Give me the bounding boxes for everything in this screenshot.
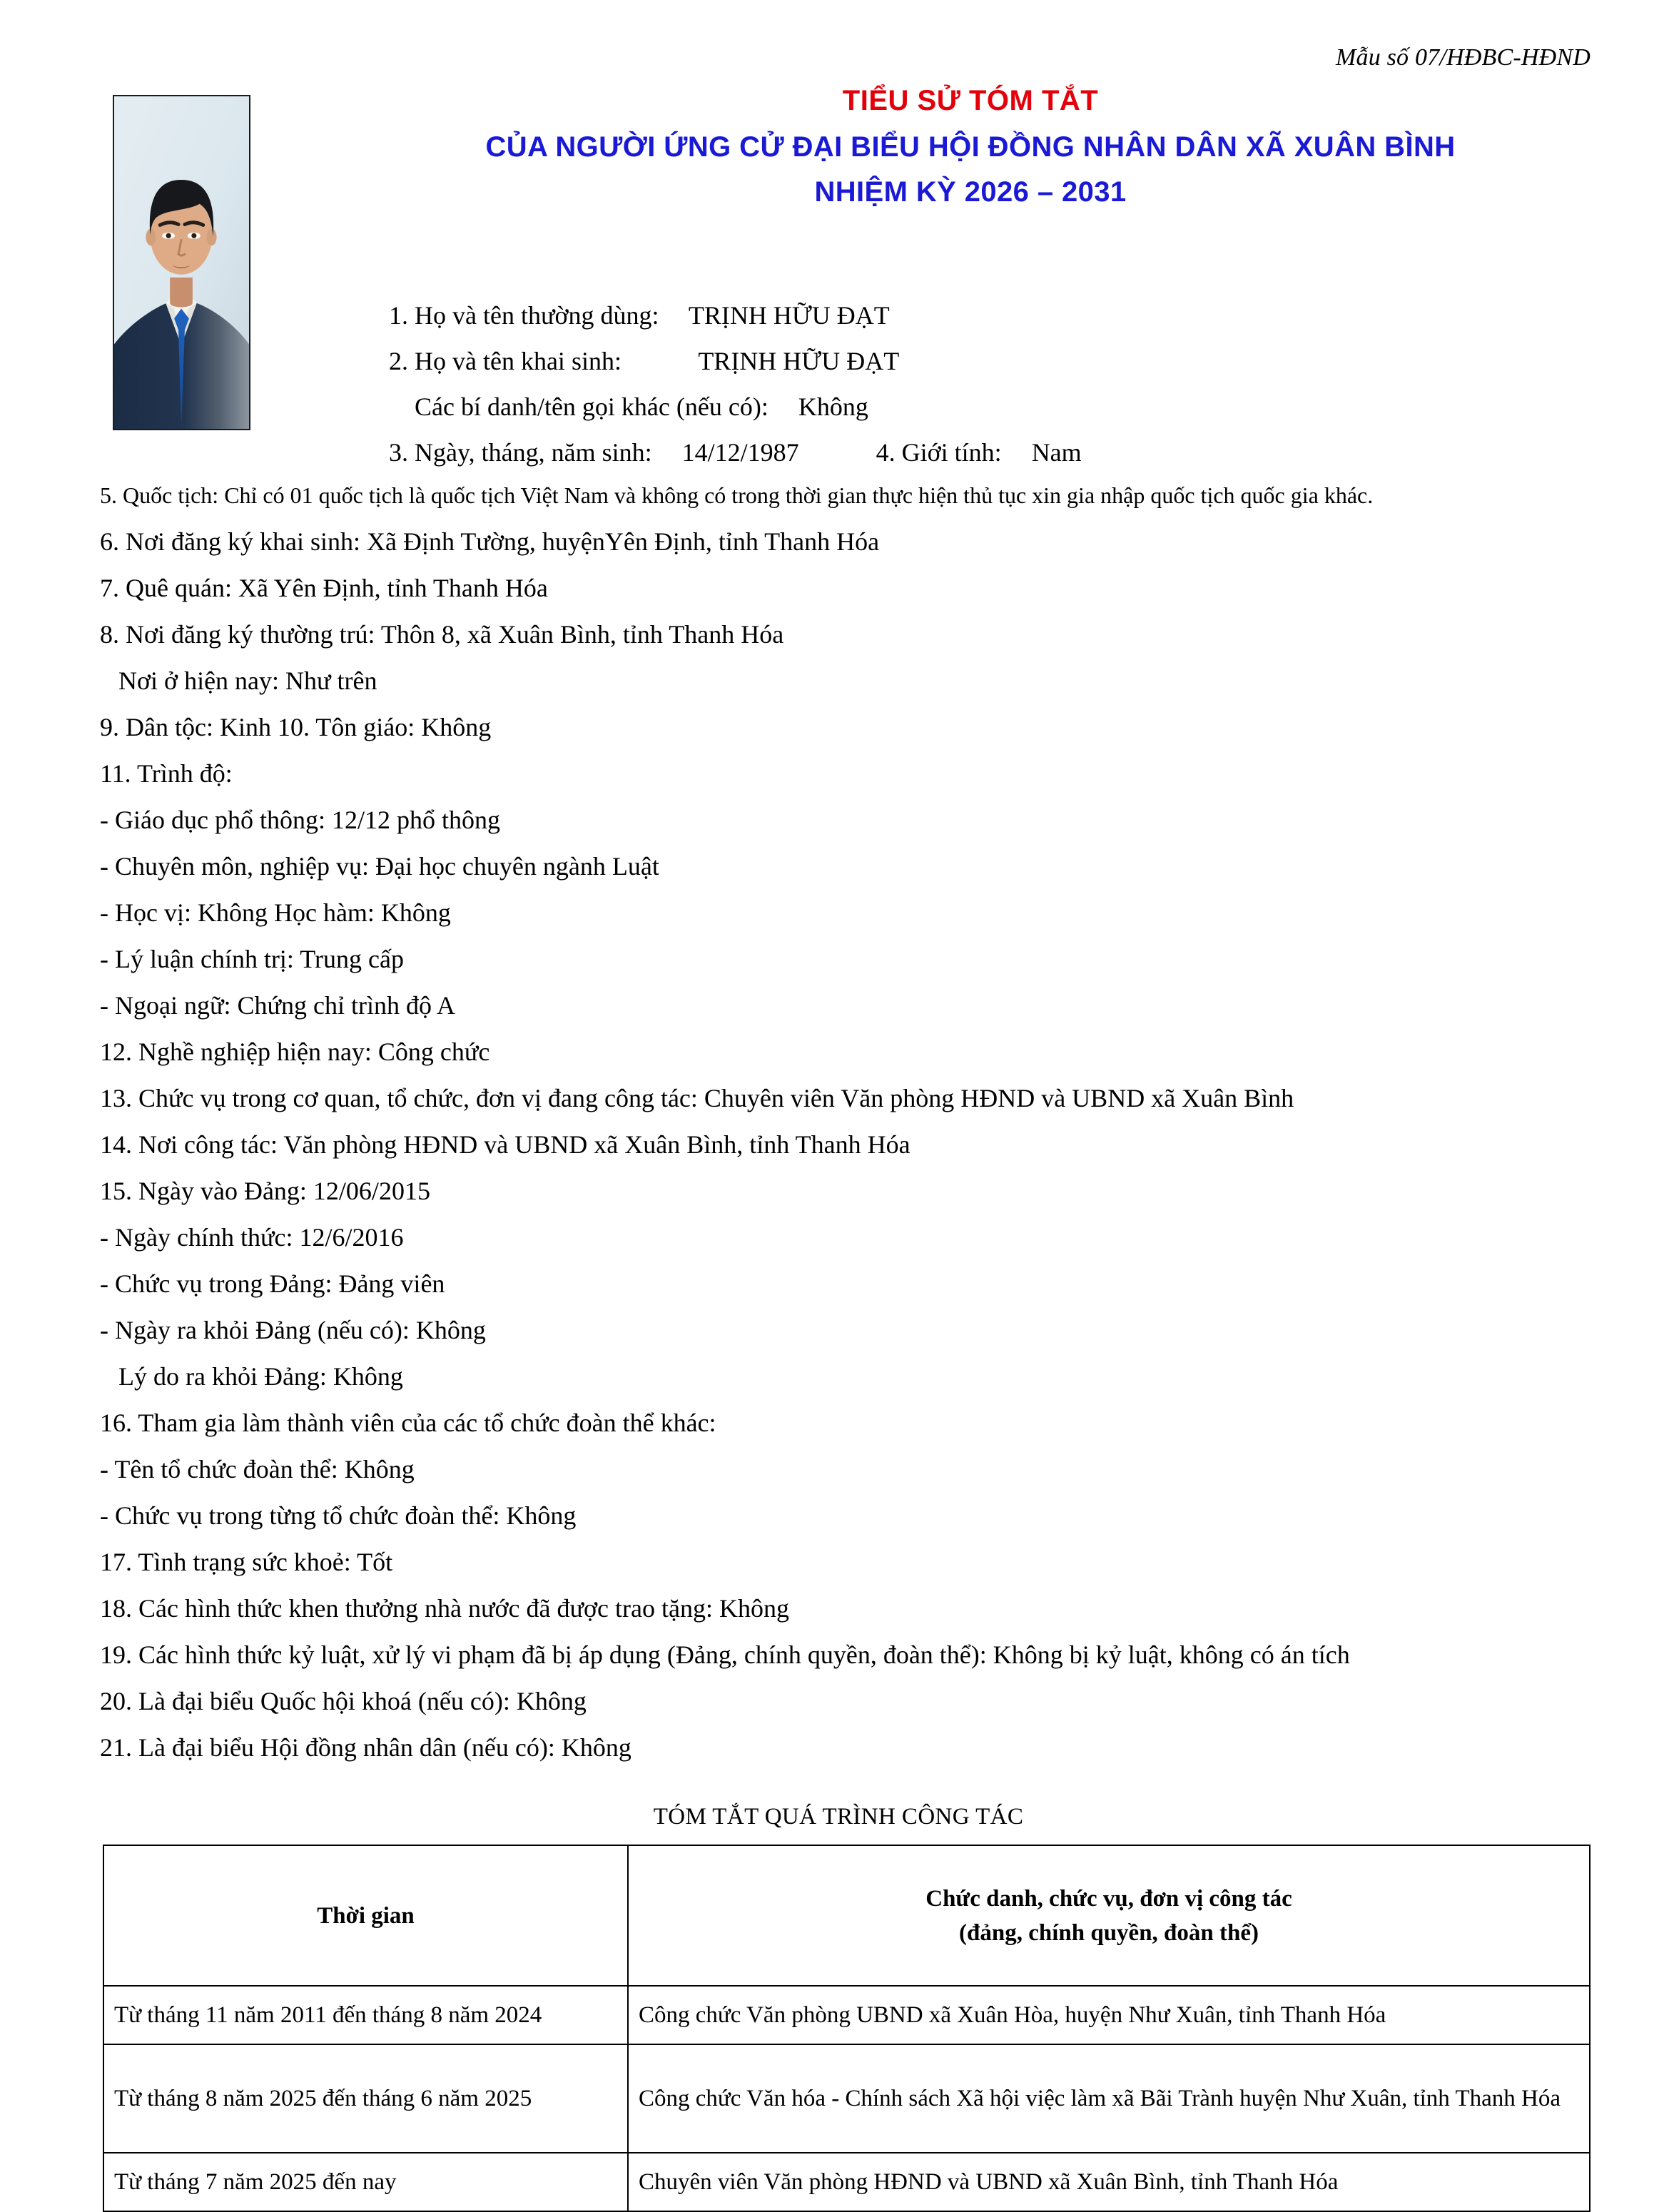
field-common-name-value: TRỊNH HỮU ĐẠT	[688, 301, 890, 330]
career-row-time: Từ tháng 8 năm 2025 đến tháng 6 năm 2025	[103, 2044, 628, 2153]
body-line-5: 5. Quốc tịch: Chỉ có 01 quốc tịch là quốc tịch Việt Nam và không có trong thời gian thực hiện thủ tục xin gia nhập quốc tịch quốc gia khác.	[100, 482, 1374, 508]
body-line-org-position: - Chức vụ trong từng tổ chức đoàn thể: Không	[100, 1501, 577, 1530]
career-col-time: Thời gian	[103, 1845, 628, 1986]
body-line-leave-party-reason: Lý do ra khỏi Đảng: Không	[118, 1362, 403, 1391]
body-line-11: 11. Trình độ:	[100, 759, 233, 788]
career-row-time: Từ tháng 7 năm 2025 đến nay	[103, 2153, 628, 2211]
career-col-position-line1: Chức danh, chức vụ, đơn vị công tác	[925, 1885, 1292, 1912]
career-table-header-row	[103, 1845, 1590, 1986]
body-line-15: 15. Ngày vào Đảng: 12/06/2015	[100, 1177, 430, 1205]
career-row-time: Từ tháng 11 năm 2011 đến tháng 8 năm 2024	[103, 1986, 628, 2044]
field-alias-value: Không	[798, 392, 868, 421]
field-alias-label: Các bí danh/tên gọi khác (nếu có):	[415, 392, 768, 421]
portrait-photo-icon	[114, 96, 249, 429]
field-birth-name	[389, 338, 1459, 384]
field-gender-label: 4. Giới tính:	[876, 438, 1002, 467]
body-line-org-name: - Tên tổ chức đoàn thể: Không	[100, 1455, 415, 1483]
field-gender-value: Nam	[1031, 438, 1082, 467]
field-birth-name-label: 2. Họ và tên khai sinh:	[389, 347, 622, 375]
body-line-9-10: 9. Dân tộc: Kinh 10. Tôn giáo: Không	[100, 713, 492, 741]
career-row-position: Công chức Văn phòng UBND xã Xuân Hòa, huyện Như Xuân, tỉnh Thanh Hóa	[628, 1986, 1590, 2044]
body-line-political-theory: - Lý luận chính trị: Trung cấp	[100, 945, 404, 973]
body-line-13: 13. Chức vụ trong cơ quan, tổ chức, đơn vị đang công tác: Chuyên viên Văn phòng HĐND và UBND xã Xuân Bình	[100, 1084, 1294, 1112]
body-line-party-position: - Chức vụ trong Đảng: Đảng viên	[100, 1269, 445, 1298]
body-line-17: 17. Tình trạng sức khoẻ: Tốt	[100, 1548, 393, 1576]
title-line-2: CỦA NGƯỜI ỨNG CỬ ĐẠI BIỂU HỘI ĐỒNG NHÂN DÂN XÃ XUÂN BÌNH	[485, 131, 1456, 163]
field-dob-label: 3. Ngày, tháng, năm sinh:	[389, 438, 652, 467]
body-line-18: 18. Các hình thức khen thưởng nhà nước đã được trao tặng: Không	[100, 1594, 789, 1623]
body-line-degree: - Học vị: Không Học hàm: Không	[100, 898, 451, 927]
candidate-photo	[113, 95, 250, 430]
field-dob-gender	[389, 430, 1459, 475]
title-line-1: TIỂU SỬ TÓM TẮT	[842, 85, 1099, 116]
body-line-specialty: - Chuyên môn, nghiệp vụ: Đại học chuyên ngành Luật	[100, 852, 659, 881]
field-dob-value: 14/12/1987	[681, 438, 799, 467]
field-alias	[389, 384, 1459, 430]
career-col-position-line2: (đảng, chính quyền, đoàn thể)	[959, 1919, 1259, 1946]
field-common-name	[389, 293, 1459, 338]
career-row-position: Công chức Văn hóa - Chính sách Xã hội việc làm xã Bãi Trành huyện Như Xuân, tỉnh Thanh Hóa	[628, 2044, 1590, 2153]
body-line-education: - Giáo dục phổ thông: 12/12 phổ thông	[100, 806, 500, 834]
form-code: Mẫu số 07/HĐBC-HĐND	[1335, 44, 1591, 71]
body-line-official-date: - Ngày chính thức: 12/6/2016	[100, 1223, 404, 1252]
body-line-7: 7. Quê quán: Xã Yên Định, tỉnh Thanh Hóa	[100, 574, 548, 602]
body-line-20: 20. Là đại biểu Quốc hội khoá (nếu có): Không	[100, 1687, 587, 1715]
body-line-foreign-language: - Ngoại ngữ: Chứng chỉ trình độ A	[100, 991, 455, 1020]
body-line-leave-party-date: - Ngày ra khỏi Đảng (nếu có): Không	[100, 1316, 486, 1344]
career-col-position	[628, 1845, 1590, 1986]
body-line-12: 12. Nghề nghiệp hiện nay: Công chức	[100, 1037, 490, 1066]
body-lines	[100, 480, 1577, 1778]
career-table-caption: TÓM TẮT QUÁ TRÌNH CÔNG TÁC	[653, 1804, 1024, 1830]
identity-block	[389, 293, 1459, 475]
body-line-14: 14. Nơi công tác: Văn phòng HĐND và UBND xã Xuân Bình, tỉnh Thanh Hóa	[100, 1130, 910, 1159]
body-line-21: 21. Là đại biểu Hội đồng nhân dân (nếu có): Không	[100, 1733, 631, 1762]
career-table	[103, 1845, 1591, 2212]
table-row	[103, 2153, 1590, 2211]
field-birth-name-value: TRỊNH HỮU ĐẠT	[698, 347, 900, 375]
title-line-3: NHIỆM KỲ 2026 – 2031	[814, 176, 1127, 208]
body-line-6: 6. Nơi đăng ký khai sinh: Xã Định Tường, huyệnYên Định, tỉnh Thanh Hóa	[100, 527, 880, 556]
career-row-position: Chuyên viên Văn phòng HĐND và UBND xã Xuân Bình, tỉnh Thanh Hóa	[628, 2153, 1590, 2211]
body-line-16: 16. Tham gia làm thành viên của các tổ chức đoàn thể khác:	[100, 1409, 716, 1437]
body-line-8: 8. Nơi đăng ký thường trú: Thôn 8, xã Xuân Bình, tỉnh Thanh Hóa	[100, 620, 784, 649]
table-row	[103, 1986, 1590, 2044]
field-common-name-label: 1. Họ và tên thường dùng:	[389, 301, 659, 330]
table-row	[103, 2044, 1590, 2153]
body-line-19: 19. Các hình thức kỷ luật, xử lý vi phạm đã bị áp dụng (Đảng, chính quyền, đoàn thể): Không bị kỷ luật, không có án tích	[100, 1640, 1350, 1669]
document-titles	[371, 82, 1570, 210]
body-line-current-residence: Nơi ở hiện nay: Như trên	[118, 666, 377, 695]
